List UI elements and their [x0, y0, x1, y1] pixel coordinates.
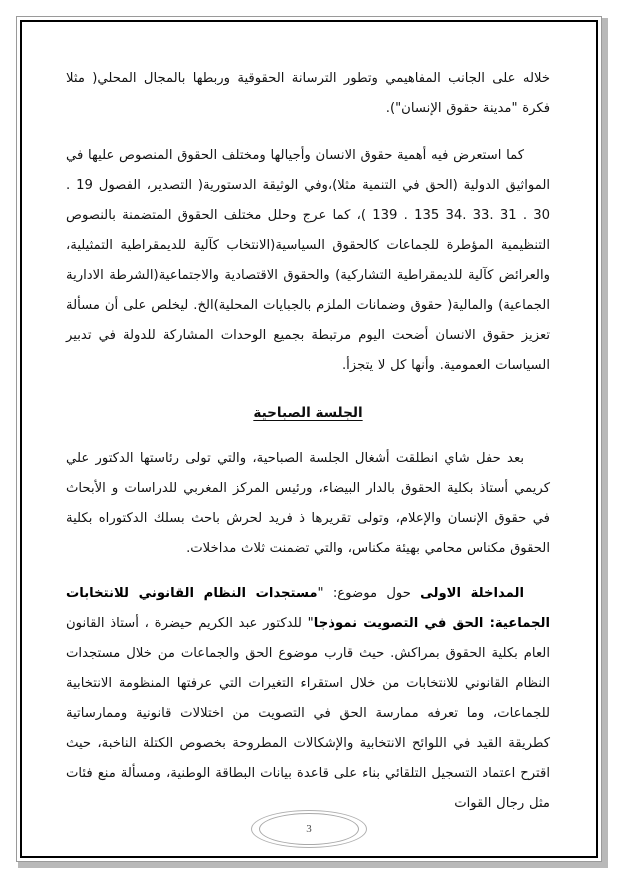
- first-intervention-body: " للدكتور عبد الكريم حيضرة ، أستاذ القانون العام بكلية الحقوق بمراكش. حيث قارب موضوع الحق والجماعات من خلال مستجدات النظام القانوني للانتخابات من خلال استقراء التغيرات التي عرفتها المنظومة الانتخابية للجماعات، وما تعرفه ممارسة الحق في التصويت من اختلالات قانونية وممارساتية كطريقة القيد في اللوائح الانتخابية والإشكالات المطروحة بخصوص الكتلة الناخبة، حيث اقترح اعتماد التسجيل التلقائي بناء على قاعدة بيانات البطاقة الوطنية، ومسألة منع فئات مثل رجال القوات: [66, 616, 550, 811]
- heading-morning-session-text: الجلسة الصباحية: [253, 405, 363, 421]
- document-content: [22, 22, 596, 856]
- page-number-value: 3: [306, 823, 312, 835]
- paragraph-session-opening: بعد حفل شاي انطلقت أشغال الجلسة الصباحية، والتي تولى رئاستها الدكتور علي كريمي أستاذ بكلية الحقوق بالدار البيضاء، ورئيس المركز المغربي للدراسات و الأبحاث في حقوق الإنسان والإعلام، وتولى تقريرها ذ فريد لحرش باحث بسلك الدكتوراه بكلية الحقوق مكناس محامي بهيئة مكناس، والتي تضمنت ثلاث مداخلات.: [66, 451, 550, 556]
- paragraph-continuation: خلاله على الجانب المفاهيمي وتطور الترسانة الحقوقية وربطها بالمجال المحلي( مثلا فكرة "مدينة حقوق الإنسان").: [66, 71, 550, 116]
- first-intervention-label: المداخلة الاولى: [420, 586, 524, 601]
- page-number-badge: [251, 810, 367, 848]
- page-border-frame: [20, 20, 598, 858]
- constitution-article-numbers: 19 . 30 . 31 .33 .34 135 . 139: [66, 178, 550, 223]
- first-intervention-connector: حول موضوع: ": [317, 586, 421, 601]
- paragraph-rights-part-b: )، كما عرج وحلل مختلف الحقوق المتضمنة بالنصوص التنظيمية المؤطرة للجماعات كالحقوق السياسية(الانتخاب كآلية للديمقراطية التمثيلية، والعرائض كآلية للديمقراطية التشاركية) والحقوق الاقتصادية والاجتماعية(الشرطة الادارية الجماعية) والمالية( حقوق وضمانات الملزم بالجبايات المحلية)الخ. ليخلص على أن مسألة تعزيز حقوق الانسان أضحت اليوم مرتبطة بجميع الوحدات المشاركة للدولة في تدبير السياسات العمومية. وأنها كل لا يتجزأ.: [66, 208, 550, 373]
- paragraph-first-intervention: [66, 579, 550, 819]
- paragraph-rights-part-a: كما استعرض فيه أهمية حقوق الانسان وأجيالها ومختلف الحقوق المنصوص عليها في المواثيق الدولية (الحق في التنمية مثلا)،وفي الوثيقة الدستورية( التصدير، الفصول: [66, 148, 550, 193]
- heading-morning-session: [66, 398, 550, 428]
- paragraph-rights-overview: [66, 141, 550, 381]
- document-page: [16, 16, 602, 862]
- first-intervention-title: مستجدات النظام القانوني للانتخابات الجماعية: الحق في التصويت نموذجا: [66, 586, 551, 631]
